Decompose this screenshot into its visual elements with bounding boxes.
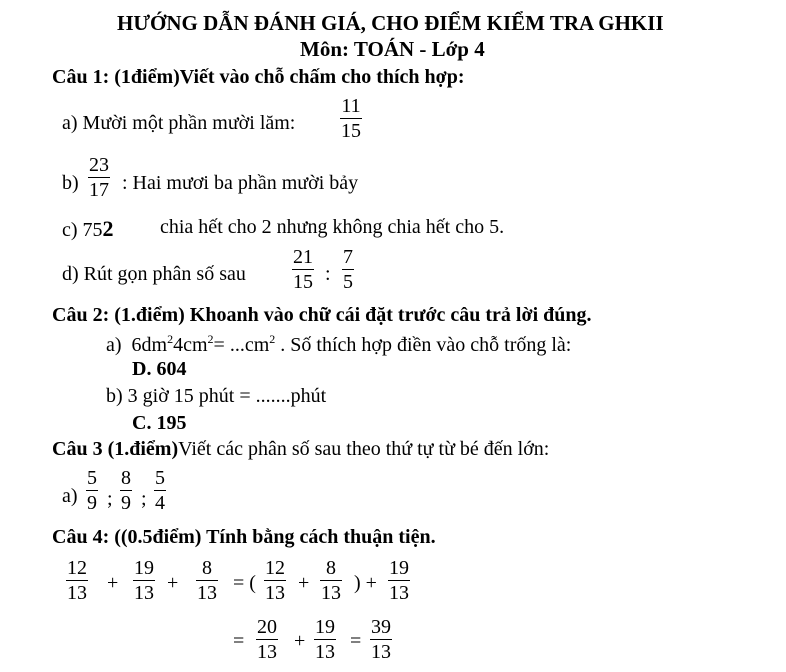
q1-a-text: a) Mười một phần mười lăm: — [62, 112, 296, 134]
q4-l1-numerator-1: 12 — [67, 557, 87, 579]
q4-l1-fraction-6 — [388, 556, 410, 605]
q4-l1-numerator-5: 8 — [326, 557, 336, 579]
question-2-heading: Câu 2: (1.điểm) Khoanh vào chữ cái đặt trước câu trả lời đúng. — [52, 304, 592, 326]
q4-l1-close-plus: ) + — [354, 572, 377, 594]
q3-label: a) — [62, 485, 78, 507]
q4-l1-fraction-3 — [196, 556, 218, 605]
q3-numerator-2: 8 — [121, 467, 131, 489]
q1-d-fraction-2 — [342, 245, 354, 294]
q1-c-text: chia hết cho 2 nhưng không chia hết cho 5. — [160, 216, 505, 238]
q1-b-fraction — [88, 153, 110, 202]
q2-b-answer: C. 195 — [132, 412, 187, 434]
q2-a-sup3: 2 — [269, 332, 276, 346]
q3-denominator-3: 4 — [155, 492, 165, 514]
q4-l1-fraction-1 — [66, 556, 88, 605]
q1-d-numerator-1: 21 — [293, 246, 313, 268]
q4-l1-numerator-4: 12 — [265, 557, 285, 579]
q1-c-prefix: c) 75 — [62, 219, 103, 241]
q4-l2-fraction-3 — [370, 615, 392, 664]
question-1-heading: Câu 1: (1điểm)Viết vào chỗ chấm cho thích hợp: — [52, 66, 465, 88]
q3-separator-1: ; — [107, 488, 113, 510]
q4-l1-denominator-3: 13 — [197, 582, 217, 604]
q4-l1-plus-3: + — [298, 572, 310, 594]
q1-d-numerator-2: 7 — [343, 246, 353, 268]
q1-d-denominator-1: 15 — [293, 271, 313, 293]
q1-d-denominator-2: 5 — [343, 271, 353, 293]
q1-d-colon: : — [325, 263, 331, 285]
q4-l2-equals-2: = — [350, 630, 362, 652]
q1-b-numerator: 23 — [89, 154, 109, 176]
q1-b-label: b) — [62, 172, 79, 194]
q3-numerator-3: 5 — [155, 467, 165, 489]
q1-b-text: : Hai mươi ba phần mười bảy — [122, 172, 359, 194]
q4-l1-equals-open: = ( — [233, 572, 256, 594]
q4-l2-numerator-2: 19 — [315, 616, 335, 638]
q4-l1-numerator-2: 19 — [134, 557, 154, 579]
q4-l1-fraction-4 — [264, 556, 286, 605]
q1-a-numerator: 11 — [341, 95, 361, 117]
q4-l1-denominator-5: 13 — [321, 582, 341, 604]
q3-numerator-1: 5 — [87, 467, 97, 489]
q3-separator-2: ; — [141, 488, 147, 510]
q1-a-denominator: 15 — [341, 120, 361, 142]
q3-heading-bold: Câu 3 (1.điểm) — [52, 438, 179, 460]
q2-a-sup1: 2 — [167, 332, 174, 346]
q4-l2-numerator-3: 39 — [371, 616, 391, 638]
q4-l2-numerator-1: 20 — [257, 616, 277, 638]
q4-l1-denominator-1: 13 — [67, 582, 87, 604]
q4-l1-denominator-4: 13 — [265, 582, 285, 604]
q4-l1-fraction-5 — [320, 556, 342, 605]
q4-l1-plus-1: + — [107, 572, 119, 594]
q4-l1-denominator-6: 13 — [389, 582, 409, 604]
q4-l2-fraction-1 — [256, 615, 278, 664]
q4-l1-fraction-2 — [133, 556, 155, 605]
q3-denominator-2: 9 — [121, 492, 131, 514]
q4-l1-numerator-6: 19 — [389, 557, 409, 579]
q1-b-denominator: 17 — [89, 179, 109, 201]
q3-heading-rest: Viết các phân số sau theo thứ tự từ bé đến lớn: — [178, 438, 550, 460]
q2-a-part3: = ...cm — [213, 334, 270, 356]
q2-a-line — [106, 332, 571, 357]
question-4-heading: Câu 4: ((0.5điểm) Tính bằng cách thuận tiện. — [52, 526, 436, 548]
q3-denominator-1: 9 — [87, 492, 97, 514]
q1-c-digit: 2 — [102, 216, 114, 241]
q4-l2-equals-1: = — [233, 630, 245, 652]
q3-fraction-2 — [120, 466, 132, 515]
q3-fraction-1 — [86, 466, 98, 515]
page-title: HƯỚNG DẪN ĐÁNH GIÁ, CHO ĐIỂM KIỂM TRA GHKII — [117, 11, 664, 35]
q2-a-answer: D. 604 — [132, 358, 187, 380]
q4-l2-plus: + — [294, 630, 306, 652]
q1-d-fraction-1 — [292, 245, 314, 294]
q1-d-text: d) Rút gọn phân số sau — [62, 263, 246, 285]
q4-l2-fraction-2 — [314, 615, 336, 664]
q4-l1-denominator-2: 13 — [134, 582, 154, 604]
q2-a-part1: 6dm — [131, 334, 168, 356]
question-3-heading — [52, 438, 549, 461]
q4-l1-numerator-3: 8 — [202, 557, 212, 579]
q4-l2-denominator-2: 13 — [315, 641, 335, 663]
q3-fraction-3 — [154, 466, 166, 515]
q4-l1-plus-2: + — [167, 572, 179, 594]
q2-b-text: b) 3 giờ 15 phút = .......phút — [106, 385, 327, 407]
q4-l2-denominator-3: 13 — [371, 641, 391, 663]
q1-a-fraction — [340, 94, 362, 143]
q2-a-part2: 4cm — [173, 334, 208, 356]
q1-c-line — [62, 216, 114, 242]
q4-l2-denominator-1: 13 — [257, 641, 277, 663]
q2-a-part4: . Số thích hợp điền vào chỗ trống là: — [280, 334, 572, 356]
q2-a-sup2: 2 — [207, 332, 214, 346]
q2-a-label: a) — [106, 334, 122, 356]
page-subtitle: Môn: TOÁN - Lớp 4 — [300, 37, 485, 61]
